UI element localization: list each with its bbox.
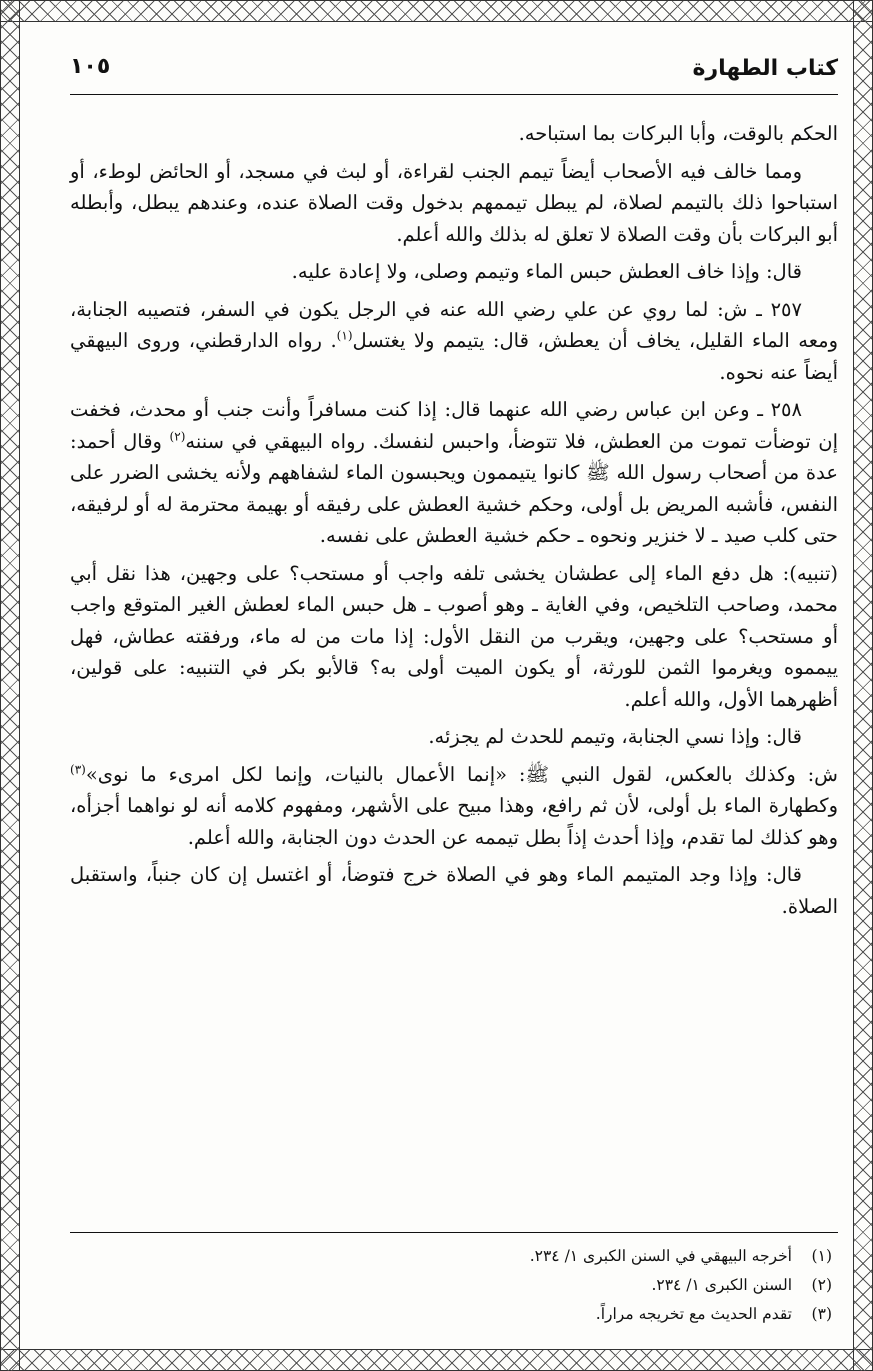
paragraph: قال: وإذا وجد المتيمم الماء وهو في الصلاة خرج فتوضأ، أو اغتسل إن كان جنباً، واستقبل الصلاة. — [70, 863, 838, 918]
paragraph: قال: وإذا خاف العطش حبس الماء وتيمم وصلى، ولا إعادة عليه. — [291, 260, 802, 283]
text-run: ش: وكذلك بالعكس، لقول النبي ﷺ: «إنما الأعمال بالنيات، وإنما لكل امرىء ما نوى» — [85, 762, 838, 786]
paragraph-commentary — [70, 759, 838, 854]
text-run: وكطهارة الماء بل أولى، لأن ثم رافع، وهذا مبيح على الأشهر، ومفهوم كلامه أنه لو نواهما أجزأه، وهو كذلك لما تقدم، وإذا أحدث إذاً بطل تيممه عن الحدث دون الجنابة، والله أعلم. — [70, 794, 838, 849]
paragraph-258 — [70, 394, 838, 552]
paragraph-notice: (تنبيه): هل دفع الماء إلى عطشان يخشى تلفه واجب أو مستحب؟ على وجهين، هذا نقل أبي محمد، وصاحب التلخيص، وفي الغاية ـ وهو أصوب ـ هل حبس الماء لعطش الغير المتوقع واجب أو مستحب؟ على وجهين، ويقرب من النقل الأول: إذا مات من له ماء، ورفقته عطاش، فهل ييمموه ويغرموا الثمن للورثة، أو يكون الميت أولى به؟ قالأبو بكر في التنبيه: على قولين، أظهرهما الأول، والله أعلم. — [70, 561, 838, 711]
footnote-item — [70, 1271, 838, 1300]
chapter-title: كتاب الطهارة — [692, 56, 838, 81]
footnote-text: أخرجه البيهقي في السنن الكبرى ١/ ٢٣٤. — [529, 1247, 792, 1265]
page-number: ١٠٥ — [70, 54, 111, 79]
text-run: ٢٥٨ ـ وعن ابن عباس رضي الله عنهما قال: إذا كنت مسافراً وأنت جنب أو محدث، فخفت إن توضأت تموت من العطش، فلا تتوضأ، واحبس لنفسك. رواه البيهقي في سننه — [70, 398, 839, 453]
paragraph: الحكم بالوقت، وأبا البركات بما استباحه. — [518, 122, 838, 145]
footnote-number: (٣) — [811, 1305, 832, 1323]
ornamental-border-bottom — [0, 1349, 873, 1371]
footnote-divider — [70, 1232, 838, 1233]
footnote-text: السنن الكبرى ١/ ٢٣٤. — [651, 1276, 792, 1294]
footnote-item — [70, 1242, 838, 1271]
main-text — [70, 118, 838, 928]
ornamental-border-top — [0, 0, 873, 22]
footnote-ref-2: (٢) — [169, 429, 186, 443]
footnote-text: تقدم الحديث مع تخريجه مراراً. — [595, 1305, 792, 1323]
paragraph: ومما خالف فيه الأصحاب أيضاً تيمم الجنب لقراءة، أو لبث في مسجد، أو الحائض لوطء، أو استباحوا ذلك بالتيمم لصلاة، لم يبطل تيممهم بدخول وقت الصلاة عنده، وعندهم يبطل، وأبطله أبو البركات بأن وقت الصلاة لا تعلق له بذلك والله أعلم. — [70, 159, 838, 246]
paragraph: قال: وإذا نسي الجنابة، وتيمم للحدث لم يجزئه. — [428, 725, 802, 748]
footnote-number: (٢) — [811, 1276, 832, 1294]
footnotes — [70, 1242, 838, 1329]
ornamental-border-left — [0, 0, 20, 1371]
footnote-ref-3: (٣) — [70, 762, 86, 776]
text-run: ٢٥٧ ـ ش: لما روي عن علي رضي الله عنه في الرجل يكون في السفر، فتصيبه الجنابة، ومعه الماء القليل، يخاف أن يعطش، قال: يتيمم ولا يغتسل — [70, 297, 839, 352]
page-header — [70, 50, 838, 95]
footnote-item — [70, 1300, 838, 1329]
footnote-number: (١) — [811, 1247, 832, 1265]
paragraph-257 — [70, 294, 838, 389]
text-run: . رواه الدارقطني، وروى البيهقي أيضاً عنه نحوه. — [70, 329, 838, 384]
ornamental-border-right — [853, 0, 873, 1371]
footnote-ref-1: (١) — [336, 328, 353, 343]
text-run: وقال أحمد: عدة من أصحاب رسول الله ﷺ كانوا يتيممون ويحبسون الماء لشفاههم ولأنه يخشى الضرر على النفس، فأشبه المريض بل أولى، وحكم خشية العطش على رفيقه أو بهيمة محترمة له أو لرفيقه، حتى كلب صيد ـ لا خنزير ونحوه ـ حكم خشية العطش على نفسه. — [70, 429, 838, 547]
